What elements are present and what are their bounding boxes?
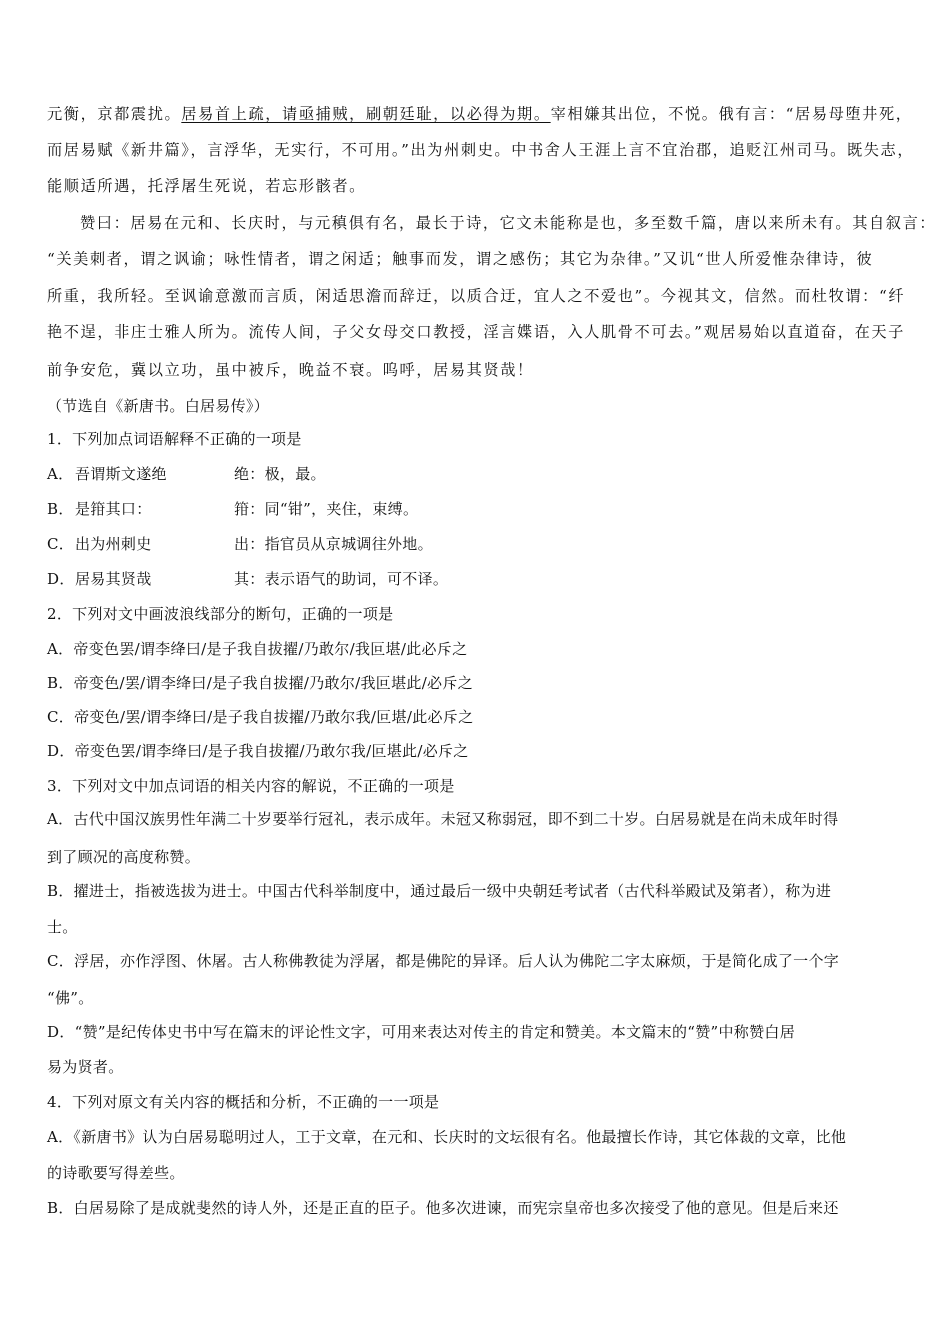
- passage-line: 而居易赋《新井篇》，言浮华，无实行，不可用。”出为州刺史。中书舍人王涯上言不宜治郡，追贬江州司马。既失志，: [47, 141, 915, 159]
- question-2-stem: 2．下列对文中画波浪线部分的断句，正确的一项是: [47, 605, 394, 623]
- question-1-option-b: B． 是箝其口： 箝：同“钳”，夹住，束缚。: [47, 500, 419, 518]
- question-3-option-b-cont: 士。: [47, 918, 78, 936]
- passage-line: [47, 104, 913, 124]
- passage-line: 前争安危，冀以立功，虽中被斥，晚益不衰。呜呼，居易其贤哉！: [47, 361, 534, 379]
- question-3-stem: 3．下列对文中加点词语的相关内容的解说，不正确的一项是: [47, 777, 455, 795]
- passage-line: 所重，我所轻。至讽谕意激而言质，闲适思澹而辞迂，以质合迂，宜人之不爱也”。今视其文，信然。而杜牧谓：“纤: [47, 287, 906, 305]
- question-1-option-c: C． 出为州刺史 出：指官员从京城调往外地。: [47, 535, 433, 553]
- question-1-option-a: A． 吾谓斯文遂绝 绝：极，最。: [47, 465, 326, 483]
- question-4-option-a-cont: 的诗歌要写得差些。: [47, 1164, 185, 1182]
- passage-text: 宰相嫌其出位，不悦。俄有言：“居易母堕井死，: [550, 105, 913, 123]
- passage-line: “关美刺者，谓之讽谕；咏性情者，谓之闲适；触事而发，谓之感伤；其它为杂律。”又讥“世人所爱惟杂律诗，彼: [47, 250, 874, 268]
- question-3-option-c-cont: “佛”。: [47, 989, 94, 1007]
- question-4-option-b: B．白居易除了是成就斐然的诗人外，还是正直的臣子。他多次进谏，而宪宗皇帝也多次接受了他的意见。但是后来还: [47, 1199, 839, 1217]
- passage-line: 赞曰：居易在元和、长庆时，与元稹俱有名，最长于诗，它文未能称是也，多至数千篇，唐以来所未有。其自叙言：: [80, 214, 937, 232]
- passage-text: 元衡，京都震扰。: [47, 105, 182, 123]
- question-4-option-a: A．《新唐书》认为白居易聪明过人，工于文章，在元和、长庆时的文坛很有名。他最擅长作诗，其它体裁的文章，比他: [47, 1128, 847, 1146]
- question-3-option-d-cont: 易为贤者。: [47, 1058, 124, 1076]
- question-3-option-b: B．擢进士，指被选拔为进士。中国古代科举制度中，通过最后一级中央朝廷考试者（古代科举殿试及第者），称为进: [47, 882, 832, 900]
- question-3-option-a-cont: 到了顾况的高度称赞。: [47, 848, 201, 866]
- wavy-underlined-text: 居易首上疏，请亟捕贼，刷朝廷耻，以必得为期。: [181, 105, 551, 123]
- question-2-option-c: C．帝变色/罢/谓李绛曰/是子我自拔擢/乃敢尔我/叵堪/此必斥之: [47, 708, 474, 726]
- source-citation: （节选自《新唐书。白居易传》）: [47, 397, 270, 415]
- question-3-option-a: A．古代中国汉族男性年满二十岁要举行冠礼，表示成年。未冠又称弱冠，即不到二十岁。白居易就是在尚未成年时得: [47, 810, 839, 828]
- question-4-stem: 4．下列对原文有关内容的概括和分析，不正确的一一项是: [47, 1093, 440, 1111]
- question-3-option-d: D．“赞”是纪传体史书中写在篇末的评论性文字，可用来表达对传主的肯定和赞美。本文篇末的“赞”中称赞白居: [47, 1023, 796, 1041]
- question-3-option-c: C．浮居，亦作浮图、休屠。古人称佛教徒为浮屠，都是佛陀的异译。后人认为佛陀二字太麻烦，于是简化成了一个字: [47, 952, 840, 970]
- passage-line: 艳不逞，非庄士雅人所为。流传人间，子父女母交口教授，淫言媟语，入人肌骨不可去。”观居易始以直道奋，在天子: [47, 323, 905, 341]
- question-2-option-d: D．帝变色罢/谓李绛曰/是子我自拔擢/乃敢尔我/叵堪此/必斥之: [47, 742, 469, 760]
- question-1-option-d: D． 居易其贤哉 其：表示语气的助词，可不译。: [47, 570, 449, 588]
- passage-line: 能顺适所遇，托浮屠生死说，若忘形骸者。: [47, 177, 366, 195]
- question-2-option-b: B．帝变色/罢/谓李绛曰/是子我自拔擢/乃敢尔/我叵堪此/必斥之: [47, 674, 473, 692]
- question-2-option-a: A．帝变色罢/谓李绛曰/是子我自拔擢/乃敢尔/我叵堪/此必斥之: [47, 640, 468, 658]
- question-1-stem: 1．下列加点词语解释不正确的一项是: [47, 430, 302, 448]
